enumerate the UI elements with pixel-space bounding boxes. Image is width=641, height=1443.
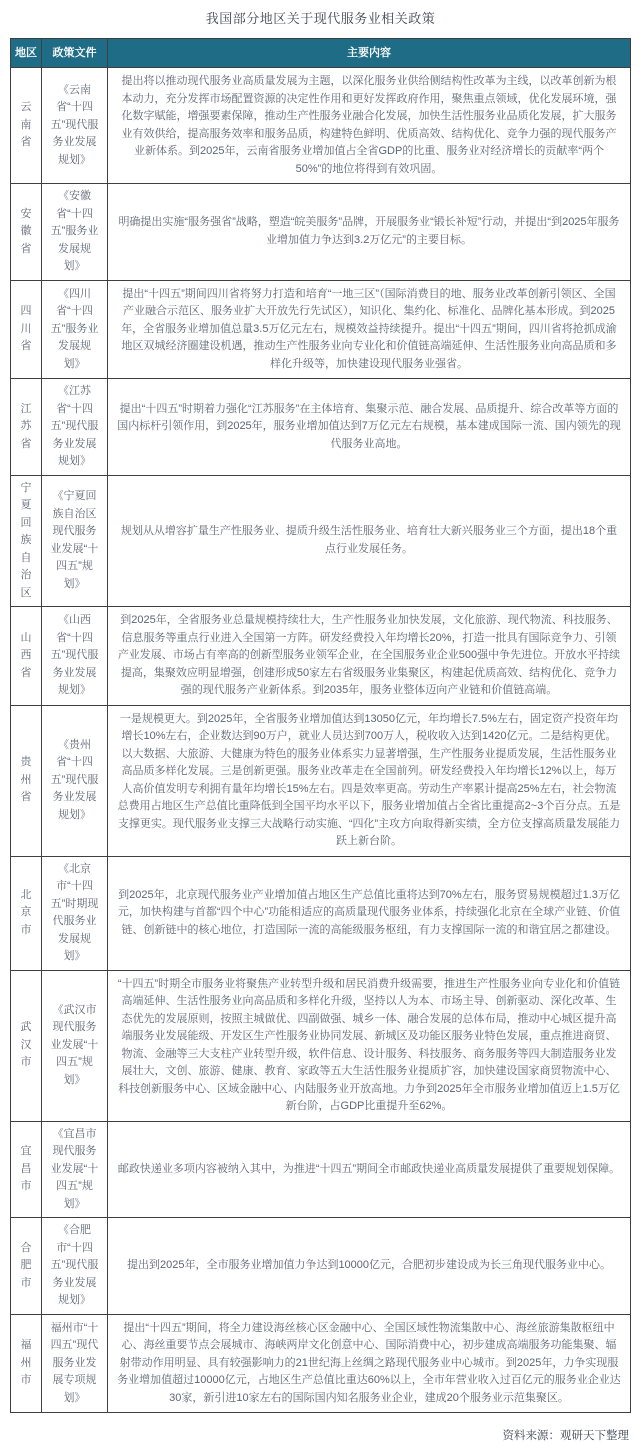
region-cell: 福州市	[11, 1314, 42, 1413]
region-cell: 云南省	[11, 68, 42, 184]
document-cell: 《北京市“十四五”时期现代服务业发展规划》	[42, 856, 108, 970]
content-cell: 一是规模更大。到2025年，全省服务业增加值达到13050亿元，年均增长7.5%左右，固定资产投资年均增长10%左右，企业数达到90万户，就业人员达到700万人，税收收入达到1420亿元。二是结构更优。以大数据、大旅游、大健康为特色的服务业体系实力显著增强，生产性服务业提质发展，生活性服务业高品质多样化发展。三是创新更强。服务业改革走在全国前列。研发经费投入年均增长12%以上，每万人高价值发明专利拥有量年均增长15%左右。四是效率更高。劳动生产率累计提高25%左右，社会物流总费用占地区生产总值比重降低到全国平均水平以下，服务业增加值占全省比重提高2~3个百分点。五是支撑更实。现代服务业支撑三大战略行动实施、“四化”主攻方向取得新实绩，全方位支撑高质量发展能力跃上新台阶。	[108, 705, 631, 856]
table-row	[11, 607, 631, 706]
region-cell: 贵州省	[11, 705, 42, 856]
region-cell: 山西省	[11, 607, 42, 706]
table-row	[11, 475, 631, 607]
table-row	[11, 379, 631, 476]
table-row	[11, 184, 631, 281]
content-cell: “十四五”时期全市服务业将聚焦产业转型升级和居民消费升级需要，推进生产性服务业向专业化和价值链高端延伸、生活性服务业向高品质和多样化升级，坚持以人为本、市场主导、创新驱动、深化改革、生态优先的发展原则，按照主城做优、四副做强、城乡一体、融合发展的总体布局，推动中心城区提升高端服务业发展能级、开发区生产性服务业协同发展、新城区及功能区服务业特色发展，重点推进商贸、物流、金融等三大支柱产业转型升级，软件信息、设计服务、科技服务、商务服务等四大制造服务业发展壮大，文创、旅游、健康、教育、家政等五大生活性服务业提质扩容，加快建设国家商贸物流中心、科技创新服务中心、区域金融中心、内陆服务业开放高地。力争到2025年全市服务业增加值迈上1.5万亿新台阶，占GDP比重提升至62%。	[108, 970, 631, 1121]
content-cell: 提出“十四五”期间，将全力建设海丝核心区金融中心、全国区域性物流集散中心、海丝旅游集散枢纽中心、海丝重要节点会展城市、海峡两岸文化创意中心、国际消费中心，初步建成高端服务功能集聚、辐射带动作用明显、具有较强影响力的21世纪海上丝绸之路现代服务业中心城市。到2025年，力争实现服务业增加值超过10000亿元，占地区生产总值比重达60%以上，全市年营业收入过百亿元的服务业企业达30家，新引进10家左右的国际国内知名服务业企业，建成20个服务业示范集聚区。	[108, 1314, 631, 1413]
document-cell: 《合肥市“十四五”现代服务业发展规划》	[42, 1218, 108, 1315]
document-cell: 《山西省“十四五”现代服务业发展规划》	[42, 607, 108, 706]
header-document: 政策文件	[42, 39, 108, 68]
region-cell: 武汉市	[11, 970, 42, 1121]
content-cell: 到2025年，全省服务业总量规模持续壮大，生产性服务业加快发展，文化旅游、现代物流、科技服务、信息服务等重点行业进入全国第一方阵。研发经费投入年均增长20%，打造一批具有国际竞争力、引领产业发展、市场占有率高的创新型服务业领军企业，在全国服务业企业500强中争先进位。开放水平持续提高，集聚效应明显增强，创建形成50家左右省级服务业集聚区，构建起优质高效、结构优化、竞争力强的现代服务产业新体系。到2035年，服务业整体迈向产业链和价值链高端。	[108, 607, 631, 706]
content-cell: 提出将以推动现代服务业高质量发展为主题，以深化服务业供给侧结构性改革为主线，以改革创新为根本动力，充分发挥市场配置资源的决定性作用和更好发挥政府作用，聚焦重点领域，优化发展环境，强化数字赋能，增强要素保障，推动生产性服务业融合化发展，加快生活性服务业品质化发展，扩大服务业有效供给，提高服务效率和服务品质，构建特色鲜明、优质高效、结构优化、竞争力强的现代服务产业新体系。到2025年，云南省服务业增加值占全省GDP的比重、服务业对经济增长的贡献率“两个50%”的地位将得到有效巩固。	[108, 68, 631, 184]
document-cell: 《四川省“十四五”服务业发展规划》	[42, 280, 108, 379]
region-cell: 合肥市	[11, 1218, 42, 1315]
region-cell: 江苏省	[11, 379, 42, 476]
table-header	[11, 39, 631, 68]
document-cell: 《贵州省“十四五”现代服务业发展规划》	[42, 705, 108, 856]
document-cell: 福州市“十四五”现代服务业发展专项规划》	[42, 1314, 108, 1413]
table-row	[11, 970, 631, 1121]
table-body	[11, 68, 631, 1413]
document-cell: 《江苏省“十四五”现代服务业发展规划》	[42, 379, 108, 476]
document-cell: 《宁夏回族自治区现代服务业发展“十四五”规划》	[42, 475, 108, 607]
region-cell: 安徽省	[11, 184, 42, 281]
region-cell: 四川省	[11, 280, 42, 379]
document-cell: 《武汉市现代服务业发展“十四五”规划》	[42, 970, 108, 1121]
page-title: 我国部分地区关于现代服务业相关政策	[205, 11, 436, 26]
document-cell: 《宜昌市现代服务业发展“十四五”规划》	[42, 1121, 108, 1218]
content-cell: 邮政快递业多项内容被纳入其中，为推进“十四五”期间全市邮政快递业高质量发展提供了重要规划保障。	[108, 1121, 631, 1218]
header-row	[11, 39, 631, 68]
document-cell: 《云南省“十四五”现代服务业发展规划》	[42, 68, 108, 184]
table-row	[11, 856, 631, 970]
header-region: 地区	[11, 39, 42, 68]
content-cell: 提出到2025年，全市服务业增加值力争达到10000亿元，合肥初步建设成为长三角现代服务业中心。	[108, 1218, 631, 1315]
content-cell: 到2025年，北京现代服务业产业增加值占地区生产总值比重将达到70%左右，服务贸易规模超过1.3万亿元，加快构建与首都“四个中心”功能相适应的高质量现代服务业体系，持续强化北京在全球产业链、价值链、创新链中的核心地位，打造国际一流的高能级服务枢纽，有力支撑国际一流的和谐宜居之都建设。	[108, 856, 631, 970]
table-row	[11, 68, 631, 184]
content-cell: 提出“十四五”期间四川省将努力打造和培育“一地三区”（国际消费目的地、服务业改革创新引领区、全国产业融合示范区、服务业扩大开放先行先试区），知识化、集约化、标准化、品牌化基本形成。到2025年，全省服务业增加值总量3.5万亿元左右，规模效益持续提升。提出“十四五”期间，四川省将抢抓成渝地区双城经济圈建设机遇，推动生产性服务业向专业化和价值链高端延伸、生活性服务业向高品质和多样化升级等，加快建设现代服务业强省。	[108, 280, 631, 379]
content-cell: 规划从从增容扩量生产性服务业、提质升级生活性服务业、培育壮大新兴服务业三个方面，提出18个重点行业发展任务。	[108, 475, 631, 607]
header-content: 主要内容	[108, 39, 631, 68]
region-cell: 北京市	[11, 856, 42, 970]
table-row	[11, 1121, 631, 1218]
table-row	[11, 1218, 631, 1315]
content-cell: 明确提出实施“服务强省”战略，塑造“皖美服务”品牌，开展服务业“锻长补短”行动，并提出“到2025年服务业增加值力争达到3.2万亿元”的主要目标。	[108, 184, 631, 281]
table-row	[11, 705, 631, 856]
source-note: 资料来源：观研天下整理	[502, 1430, 629, 1442]
policy-table	[10, 38, 631, 1413]
table-row	[11, 1314, 631, 1413]
table-row	[11, 280, 631, 379]
region-cell: 宁夏回族自治区	[11, 475, 42, 607]
document-cell: 《安徽省“十四五”服务业发展规划》	[42, 184, 108, 281]
content-cell: 提出“十四五”时期着力强化“江苏服务”在主体培育、集聚示范、融合发展、品质提升、综合改革等方面的国内标杆引领作用，到2025年，服务业增加值达到7万亿元左右规模，基本建成国际一流、国内领先的现代服务业高地。	[108, 379, 631, 476]
region-cell: 宜昌市	[11, 1121, 42, 1218]
